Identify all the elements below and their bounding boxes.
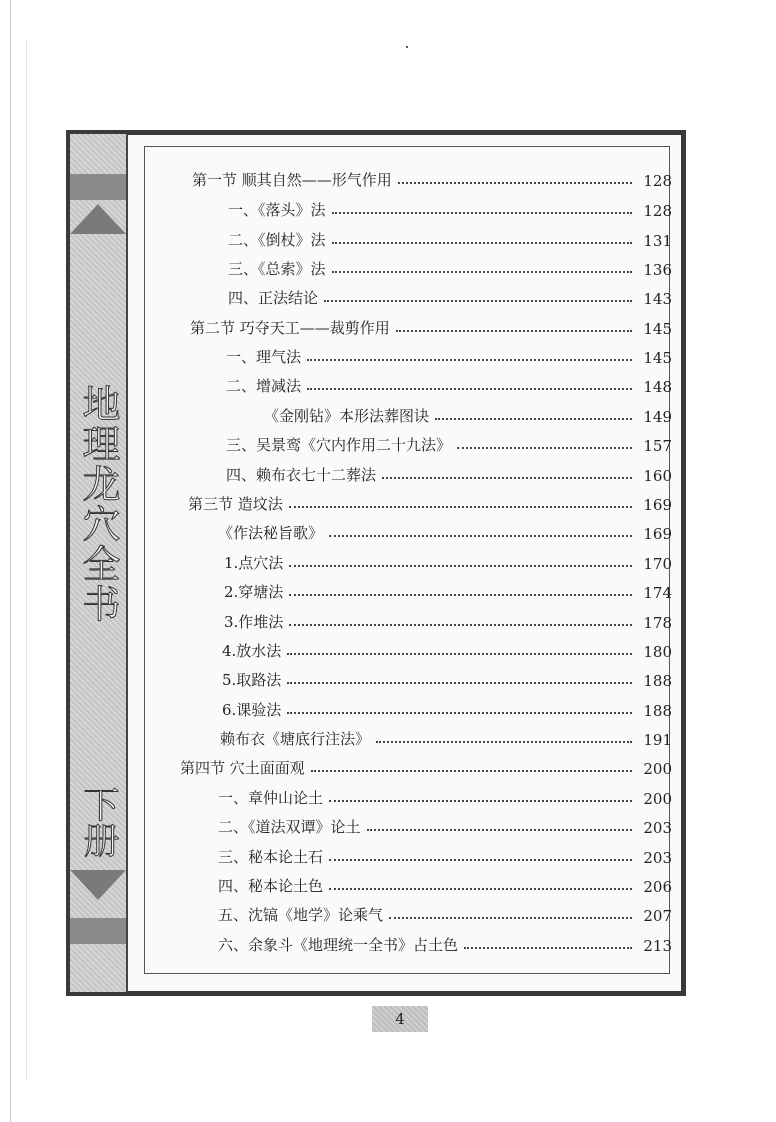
spine-chevron-down: [70, 870, 126, 900]
toc-entry[interactable]: 二、《倒杖》法 131: [228, 231, 672, 250]
speck: [406, 46, 408, 48]
spine-band: [70, 918, 126, 944]
leader-dots: [464, 947, 632, 949]
toc-entry[interactable]: 5.取路法 188: [222, 671, 672, 690]
toc-entry[interactable]: 一、《落头》法 128: [228, 201, 672, 220]
leader-dots: [287, 653, 632, 655]
leader-dots: [435, 418, 632, 420]
toc-entry[interactable]: 四、正法结论 143: [228, 289, 672, 308]
spine-chevron-up: [70, 204, 126, 234]
leader-dots: [289, 565, 632, 567]
toc-entry[interactable]: 二、增减法 148: [226, 377, 672, 396]
spine-volume: 下册: [78, 786, 119, 858]
toc-entry[interactable]: 二、《道法双谭》论土 203: [218, 818, 672, 837]
toc-entry[interactable]: 第三节 造坟法 169: [188, 495, 672, 514]
book-spine: [70, 134, 128, 992]
leader-dots: [307, 359, 632, 361]
leader-dots: [329, 888, 632, 890]
toc-entry[interactable]: 四、秘本论土色 206: [218, 877, 672, 896]
leader-dots: [311, 770, 632, 772]
spine-band: [70, 174, 126, 200]
toc-entry[interactable]: 2.穿塘法 174: [224, 583, 672, 602]
leader-dots: [289, 624, 632, 626]
toc-entry[interactable]: 四、赖布衣七十二葬法 160: [226, 466, 672, 485]
leader-dots: [329, 535, 632, 537]
leader-dots: [376, 741, 632, 743]
leader-dots: [324, 300, 632, 302]
toc-entry[interactable]: 一、理气法 145: [226, 348, 672, 367]
leader-dots: [396, 330, 632, 332]
spine-title: 地理龙穴全书: [76, 384, 120, 624]
toc-entry[interactable]: 《作法秘旨歌》 169: [218, 524, 672, 543]
toc-entry[interactable]: 3.作堆法 178: [224, 613, 672, 632]
toc-entry[interactable]: 1.点穴法 170: [224, 554, 672, 573]
leader-dots: [382, 477, 632, 479]
toc-entry[interactable]: 第二节 巧夺天工——裁剪作用 145: [190, 319, 672, 338]
leader-dots: [332, 242, 632, 244]
leader-dots: [398, 182, 632, 184]
leader-dots: [289, 594, 632, 596]
leader-dots: [332, 212, 632, 214]
toc-entry[interactable]: 一、章仲山论土 200: [218, 789, 672, 808]
toc-entry[interactable]: 赖布衣《塘底行注法》 191: [220, 730, 672, 749]
leader-dots: [457, 447, 632, 449]
leader-dots: [287, 682, 632, 684]
toc-entry[interactable]: 《金刚钻》本形法葬图诀 149: [264, 407, 672, 426]
leader-dots: [329, 859, 632, 861]
leader-dots: [287, 712, 632, 714]
leader-dots: [289, 506, 632, 508]
toc-entry[interactable]: 三、吴景鸾《穴内作用二十九法》 157: [226, 436, 672, 455]
page-number: 4: [372, 1006, 428, 1032]
toc-entry[interactable]: 三、《总索》法 136: [228, 260, 672, 279]
toc-entry[interactable]: 4.放水法 180: [222, 642, 672, 661]
toc-entry[interactable]: 第一节 顺其自然——形气作用 128: [192, 171, 672, 190]
leader-dots: [307, 388, 632, 390]
toc-entry[interactable]: 6.课验法 188: [222, 701, 672, 720]
scan-edge-line: [10, 0, 11, 1122]
leader-dots: [332, 271, 632, 273]
leader-dots: [389, 917, 632, 919]
toc-entry[interactable]: 五、沈镐《地学》论乘气 207: [218, 906, 672, 925]
scan-edge-line: [26, 40, 27, 1080]
toc-entry[interactable]: 三、秘本论土石 203: [218, 848, 672, 867]
toc-entry[interactable]: 第四节 穴土面面观 200: [180, 759, 672, 778]
leader-dots: [329, 800, 632, 802]
leader-dots: [367, 829, 632, 831]
toc-entry[interactable]: 六、余象斗《地理统一全书》占土色 213: [218, 936, 672, 955]
